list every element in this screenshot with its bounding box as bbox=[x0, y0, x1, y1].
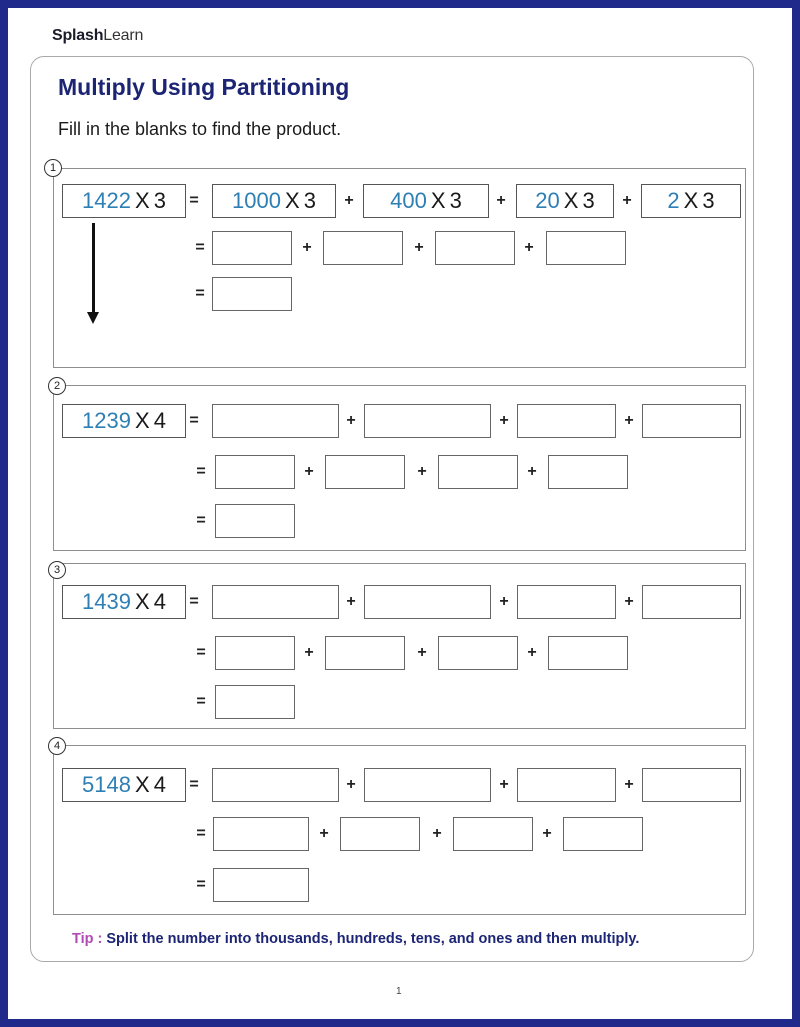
problem-4-answer-blank[interactable] bbox=[213, 868, 309, 902]
problem-2-product-blank-1[interactable] bbox=[215, 455, 295, 489]
plus-sign: + bbox=[527, 463, 537, 480]
problem-1-part-ones: 2 X 3 bbox=[641, 184, 741, 218]
worksheet-instruction: Fill in the blanks to find the product. bbox=[58, 119, 342, 139]
plus-sign: + bbox=[624, 776, 634, 793]
arrow-head-icon bbox=[87, 312, 99, 324]
problem-3-product-blank-2[interactable] bbox=[325, 636, 405, 670]
problem-2-part-blank-4[interactable] bbox=[642, 404, 741, 438]
problem-4-product-blank-3[interactable] bbox=[453, 817, 533, 851]
problem-2-part-blank-3[interactable] bbox=[517, 404, 616, 438]
problem-3-expression: 1439 X 4 bbox=[62, 585, 186, 619]
problem-4-number: 4 bbox=[48, 737, 66, 755]
problem-3-answer-blank[interactable] bbox=[215, 685, 295, 719]
plus-sign: + bbox=[414, 239, 424, 256]
problem-1-number: 1 bbox=[44, 159, 62, 177]
equals-sign: = bbox=[189, 593, 199, 610]
problem-2-product-blank-2[interactable] bbox=[325, 455, 405, 489]
problem-1-product-blank-4[interactable] bbox=[546, 231, 626, 265]
problem-4-expression: 5148 X 4 bbox=[62, 768, 186, 802]
equals-sign: = bbox=[196, 463, 206, 480]
plus-sign: + bbox=[624, 593, 634, 610]
problem-1-part-hundreds: 400 X 3 bbox=[363, 184, 489, 218]
problem-1-product-blank-2[interactable] bbox=[323, 231, 403, 265]
problem-4-product-blank-4[interactable] bbox=[563, 817, 643, 851]
problem-3-part-blank-4[interactable] bbox=[642, 585, 741, 619]
page-number: 1 bbox=[396, 986, 402, 997]
equals-sign: = bbox=[196, 512, 206, 529]
equals-sign: = bbox=[189, 192, 199, 209]
equals-sign: = bbox=[189, 776, 199, 793]
worksheet-title: Multiply Using Partitioning bbox=[58, 74, 350, 100]
plus-sign: + bbox=[524, 239, 534, 256]
problem-3-product-blank-3[interactable] bbox=[438, 636, 518, 670]
brand-logo: SplashLearn bbox=[52, 27, 144, 44]
problem-4-part-blank-4[interactable] bbox=[642, 768, 741, 802]
problem-3-product-blank-4[interactable] bbox=[548, 636, 628, 670]
plus-sign: + bbox=[344, 192, 354, 209]
problem-2-product-blank-3[interactable] bbox=[438, 455, 518, 489]
problem-4-part-blank-1[interactable] bbox=[212, 768, 339, 802]
problem-1-expression: 1422 X 3 bbox=[62, 184, 186, 218]
problem-4-part-blank-3[interactable] bbox=[517, 768, 616, 802]
plus-sign: + bbox=[302, 239, 312, 256]
equals-sign: = bbox=[189, 412, 199, 429]
plus-sign: + bbox=[304, 463, 314, 480]
problem-2-expression: 1239 X 4 bbox=[62, 404, 186, 438]
problem-3-part-blank-1[interactable] bbox=[212, 585, 339, 619]
plus-sign: + bbox=[432, 825, 442, 842]
problem-4-product-blank-1[interactable] bbox=[213, 817, 309, 851]
equals-sign: = bbox=[196, 825, 206, 842]
problem-2-product-blank-4[interactable] bbox=[548, 455, 628, 489]
problem-2-number: 2 bbox=[48, 377, 66, 395]
problem-1-product-blank-1[interactable] bbox=[212, 231, 292, 265]
problem-2-part-blank-2[interactable] bbox=[364, 404, 491, 438]
problem-1-part-tens: 20 X 3 bbox=[516, 184, 614, 218]
problem-1-part-thousands: 1000 X 3 bbox=[212, 184, 336, 218]
problem-3-part-blank-2[interactable] bbox=[364, 585, 491, 619]
plus-sign: + bbox=[527, 644, 537, 661]
problem-1-product-blank-3[interactable] bbox=[435, 231, 515, 265]
plus-sign: + bbox=[496, 192, 506, 209]
plus-sign: + bbox=[346, 412, 356, 429]
tip-label: Tip : bbox=[72, 931, 103, 947]
plus-sign: + bbox=[499, 412, 509, 429]
equals-sign: = bbox=[195, 239, 205, 256]
tip-text: Tip : Split the number into thousands, hundreds, tens, and ones and then multiply. bbox=[72, 931, 640, 947]
problem-3-part-blank-3[interactable] bbox=[517, 585, 616, 619]
down-arrow-icon bbox=[92, 223, 95, 316]
equals-sign: = bbox=[195, 285, 205, 302]
problem-2-part-blank-1[interactable] bbox=[212, 404, 339, 438]
plus-sign: + bbox=[624, 412, 634, 429]
problem-2-answer-blank[interactable] bbox=[215, 504, 295, 538]
plus-sign: + bbox=[346, 593, 356, 610]
plus-sign: + bbox=[319, 825, 329, 842]
equals-sign: = bbox=[196, 876, 206, 893]
plus-sign: + bbox=[417, 463, 427, 480]
problem-3-number: 3 bbox=[48, 561, 66, 579]
equals-sign: = bbox=[196, 644, 206, 661]
plus-sign: + bbox=[542, 825, 552, 842]
plus-sign: + bbox=[417, 644, 427, 661]
problem-4-part-blank-2[interactable] bbox=[364, 768, 491, 802]
problem-1-answer-blank[interactable] bbox=[212, 277, 292, 311]
plus-sign: + bbox=[622, 192, 632, 209]
problem-4-product-blank-2[interactable] bbox=[340, 817, 420, 851]
plus-sign: + bbox=[499, 593, 509, 610]
plus-sign: + bbox=[346, 776, 356, 793]
plus-sign: + bbox=[499, 776, 509, 793]
plus-sign: + bbox=[304, 644, 314, 661]
equals-sign: = bbox=[196, 693, 206, 710]
problem-3-product-blank-1[interactable] bbox=[215, 636, 295, 670]
